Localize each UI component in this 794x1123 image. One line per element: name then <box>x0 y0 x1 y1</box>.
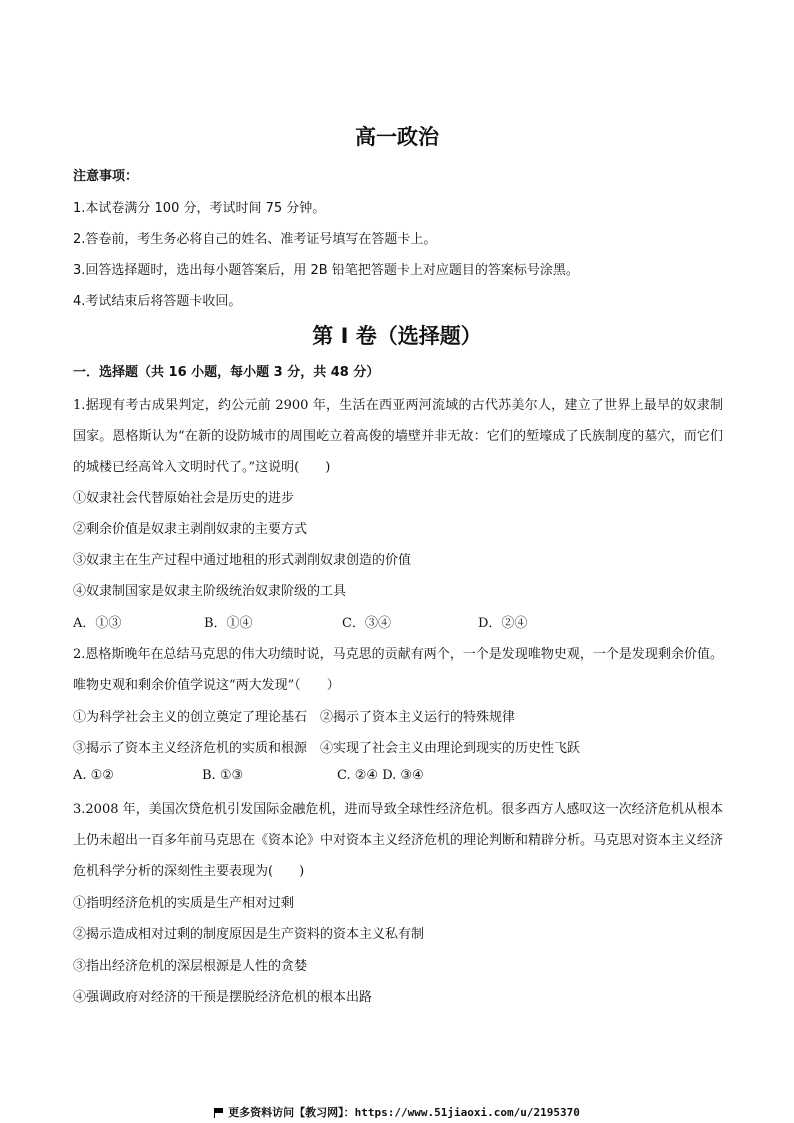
question-3-statement: ①指明经济危机的实质是生产相对过剩 <box>73 896 295 911</box>
question-3-statement: ④强调政府对经济的干预是摆脱经济危机的根本出路 <box>73 990 373 1005</box>
question-1-statement: ①奴隶社会代替原始社会是历史的进步 <box>73 491 295 506</box>
question-1-statement: ③奴隶主在生产过程中通过地租的形式剥削奴隶创造的价值 <box>73 553 412 568</box>
question-1-option-c[interactable]: C．③④ <box>342 616 391 631</box>
question-1-option-d[interactable]: D．②④ <box>478 616 528 631</box>
notice-item: 1.本试卷满分 100 分，考试时间 75 分钟。 <box>73 201 326 216</box>
notice-item: 4.考试结束后将答题卡收回。 <box>73 294 242 309</box>
page-title: 高一政治 <box>355 125 439 149</box>
question-1-option-b[interactable]: B．①④ <box>204 616 253 631</box>
question-2-option-a[interactable]: A. ①② <box>73 768 114 783</box>
question-3-statement: ②揭示造成相对过剩的制度原因是生产资料的资本主义私有制 <box>73 927 425 942</box>
notice-item: 3.回答选择题时，选出每小题答案后，用 2B 铅笔把答题卡上对应题目的答案标号涂黑。 <box>73 263 579 278</box>
question-2-option-b[interactable]: B. ①③ <box>202 768 244 783</box>
question-1-option-a[interactable]: A．①③ <box>73 616 122 631</box>
question-3-stem: 3.2008 年，美国次贷危机引发国际金融危机，进而导致全球性经济危机。很多西方人感叹这一次经济危机从根本上仍未超出一百多年前马克思在《资本论》中对资本主义经济危机的理论判断和精辟分析。马克思对资本主义经济危机科学分析的深刻性主要表现为( ) <box>73 802 724 879</box>
question-2-statement: ①为科学社会主义的创立奠定了理论基石 ②揭示了资本主义运行的特殊规律 <box>73 710 516 725</box>
flag-icon <box>214 1108 224 1117</box>
notice-item: 2.答卷前，考生务必将自己的姓名、准考证号填写在答题卡上。 <box>73 232 437 247</box>
question-1-statement: ②剩余价值是奴隶主剥削奴隶的主要方式 <box>73 522 308 537</box>
question-2-statement: ③揭示了资本主义经济危机的实质和根源 ④实现了社会主义由理论到现实的历史性飞跃 <box>73 741 581 756</box>
question-1-stem: 1.据现有考古成果判定，约公元前 2900 年，生活在西亚两河流域的古代苏美尔人，建立了世界上最早的奴隶制国家。恩格斯认为“在新的设防城市的周围屹立着高俊的墙壁并非无故：它们的堑壕成了氏族制度的墓穴，而它们的城楼已经高耸入文明时代了。”这说明( ) <box>73 398 723 475</box>
question-1-statement: ④奴隶制国家是奴隶主阶级统治奴隶阶级的工具 <box>73 584 347 599</box>
part-title: 一．选择题（共 16 小题，每小题 3 分，共 48 分） <box>73 365 380 380</box>
notice-heading: 注意事项： <box>73 169 139 184</box>
question-2-stem: 2.恩格斯晚年在总结马克思的伟大功绩时说，马克思的贡献有两个，一个是发现唯物史观，一个是发现剩余价值。唯物史观和剩余价值学说这“两大发现”（ ） <box>73 647 723 693</box>
question-2-option-cd[interactable]: C. ②④ D. ③④ <box>337 768 424 783</box>
section-title: 第 I 卷（选择题） <box>312 324 482 348</box>
footer-link[interactable] <box>0 1104 794 1120</box>
question-3-statement: ③指出经济危机的深层根源是人性的贪婪 <box>73 959 308 974</box>
footer-text[interactable]: 更多资料访问【教习网】：https://www.51jiaoxi.com/u/2195370 <box>228 1106 580 1119</box>
